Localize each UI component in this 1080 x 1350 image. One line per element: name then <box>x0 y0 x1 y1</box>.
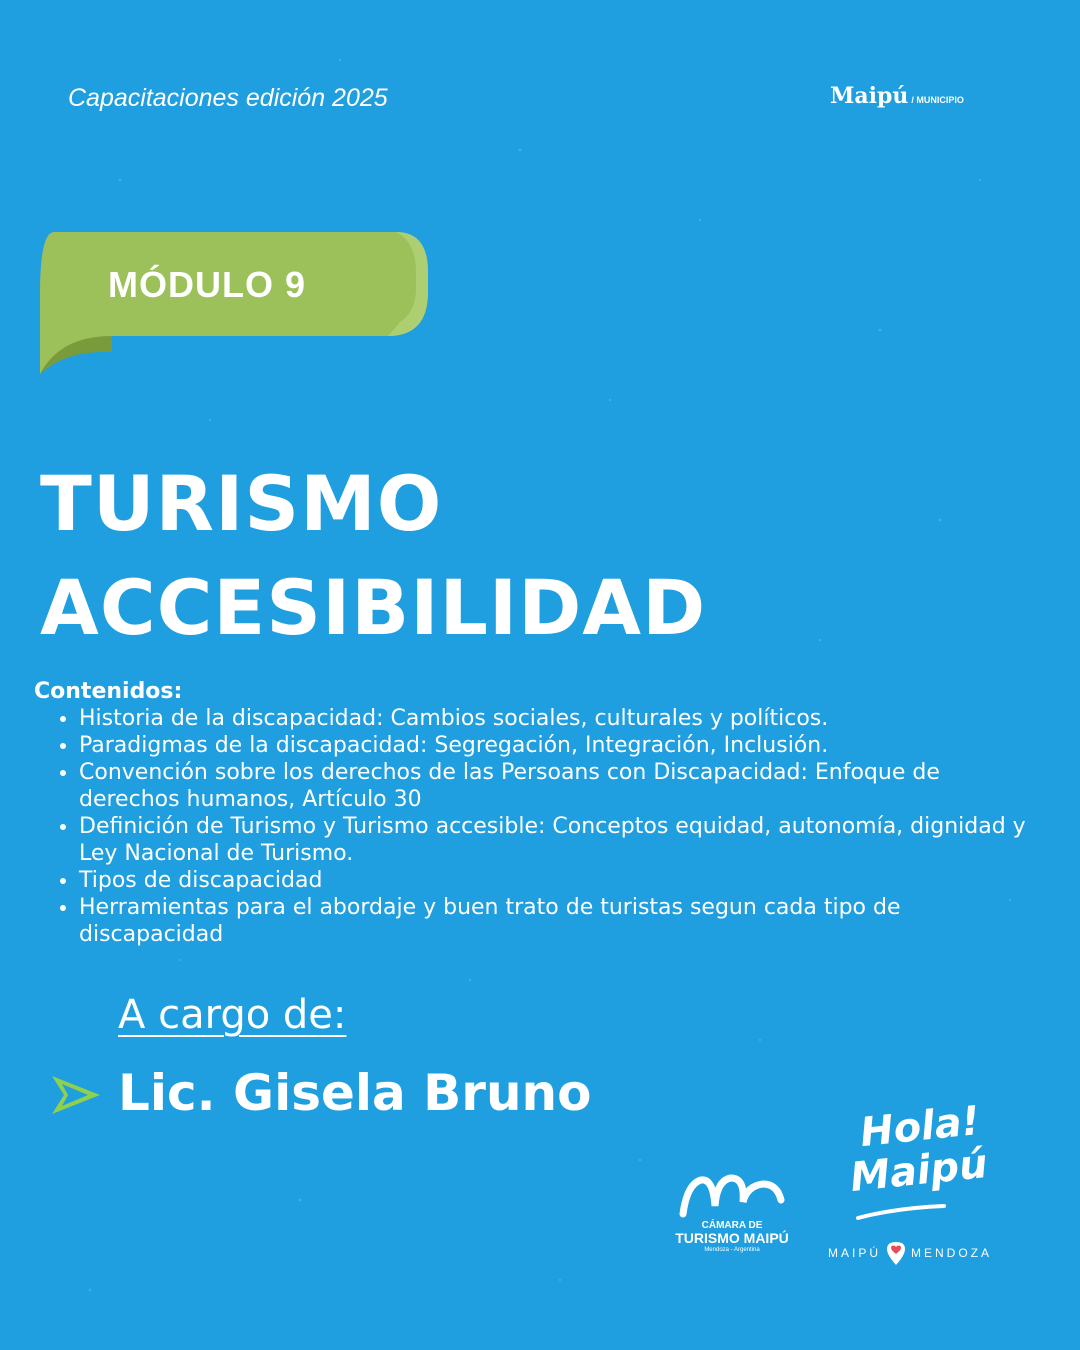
edition-label: Capacitaciones edición 2025 <box>68 84 388 112</box>
list-item: • Paradigmas de la discapacidad: Segregación, Integración, Inclusión. <box>79 732 1034 759</box>
camara-line-2: TURISMO MAIPÚ <box>675 1230 789 1246</box>
presenter-label: A cargo de: <box>118 992 347 1038</box>
maipu-municipio-logo <box>830 83 964 109</box>
camara-line-3: Mendoza - Argentina <box>704 1247 760 1253</box>
contents-section <box>34 678 1034 948</box>
chevron-arrow-icon <box>48 1072 104 1118</box>
mendoza-right-text: MENDOZA <box>911 1246 993 1260</box>
mendoza-left-text: MAIPÚ <box>828 1246 882 1260</box>
module-label: MÓDULO 9 <box>108 264 307 305</box>
list-item: • Tipos de discapacidad <box>79 867 1034 894</box>
camara-turismo-logo <box>664 1170 800 1270</box>
list-item: • Definición de Turismo y Turismo accesible: Conceptos equidad, autonomía, dignidad y Ley Nacional de Turismo. <box>79 813 1034 867</box>
contents-list <box>34 705 1034 948</box>
wave-m-icon <box>677 1170 787 1220</box>
logo-sub: / MUNICIPIO <box>911 95 964 105</box>
page-title <box>40 452 706 660</box>
title-line-1: TURISMO <box>40 459 443 548</box>
hola-line-2: Maipú <box>847 1140 990 1202</box>
hola-line-1: Hola! <box>857 1097 982 1157</box>
list-item: • Herramientas para el abordaje y buen trato de turistas segun cada tipo de discapacidad <box>79 894 1034 948</box>
module-ribbon <box>36 232 436 392</box>
hola-maipu-logo <box>846 1097 990 1224</box>
title-line-2: ACCESIBILIDAD <box>40 563 707 652</box>
list-item: • Convención sobre los derechos de las Persoans con Discapacidad: Enfoque de derechos humanos, Artículo 30 <box>79 759 1034 813</box>
underline-swoosh-icon <box>856 1204 946 1220</box>
camara-line-1: CÁMARA DE <box>701 1220 763 1231</box>
logo-name: Maipú <box>830 83 909 109</box>
heart-pin-icon <box>885 1240 907 1266</box>
list-item: • Historia de la discapacidad: Cambios sociales, culturales y políticos. <box>79 705 1034 732</box>
maipu-mendoza-brand <box>828 1240 992 1266</box>
presenter-name: Lic. Gisela Bruno <box>118 1064 592 1122</box>
contents-heading: Contenidos: <box>34 679 183 704</box>
